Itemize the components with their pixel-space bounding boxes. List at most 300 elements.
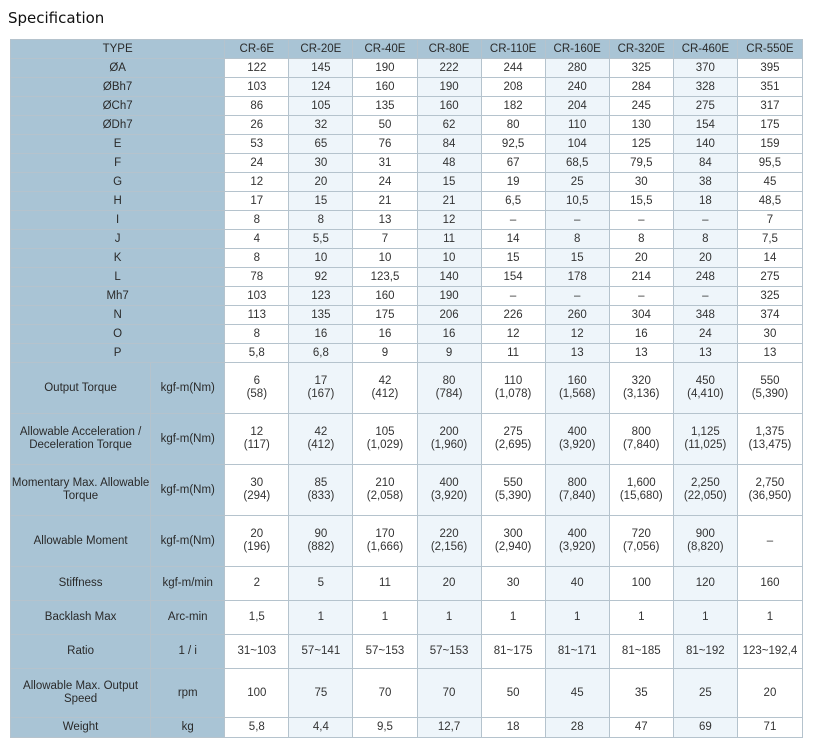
dimension-value: 190 — [353, 59, 417, 78]
value-primary: 400 — [567, 528, 587, 540]
performance-value — [481, 635, 545, 669]
value-primary: 57~141 — [301, 645, 341, 657]
dimension-value: 110 — [545, 116, 609, 135]
model-header: CR-6E — [225, 40, 289, 59]
dimension-value: – — [673, 287, 737, 306]
performance-row — [11, 635, 803, 669]
dimension-value: 13 — [737, 344, 802, 363]
performance-value — [417, 669, 481, 718]
value-primary: 170 — [375, 528, 395, 540]
performance-label: Weight — [11, 718, 151, 738]
performance-row — [11, 465, 803, 516]
dimension-value: 159 — [737, 135, 802, 154]
performance-value — [737, 601, 802, 635]
dimension-value: 19 — [481, 173, 545, 192]
dimension-value: 178 — [545, 268, 609, 287]
value-primary: 5 — [317, 577, 325, 589]
value-primary: 50 — [506, 686, 520, 699]
dimension-value: 160 — [417, 97, 481, 116]
dimension-row — [11, 306, 803, 325]
value-primary: 320 — [631, 375, 651, 387]
value-primary: 81~192 — [686, 645, 725, 657]
value-secondary: (2,058) — [366, 490, 404, 502]
dimension-value: 325 — [737, 287, 802, 306]
dimension-value: 160 — [353, 78, 417, 97]
value-primary: 57~153 — [429, 645, 469, 657]
performance-label: Allowable Max. Output Speed — [11, 669, 151, 718]
value-primary: 57~153 — [365, 645, 405, 657]
dimension-value: 9 — [417, 344, 481, 363]
dimension-value: 325 — [609, 59, 673, 78]
performance-value — [673, 567, 737, 601]
dimension-value: 5,8 — [225, 344, 289, 363]
dimension-value: 76 — [353, 135, 417, 154]
dimension-value: 12 — [481, 325, 545, 344]
performance-value — [609, 516, 673, 567]
performance-unit: kgf-m(Nm) — [151, 516, 225, 567]
performance-value — [609, 363, 673, 414]
dimension-value: 145 — [289, 59, 353, 78]
value-primary: 90 — [314, 528, 328, 540]
value-primary: 1,125 — [690, 426, 720, 438]
value-secondary: (5,390) — [751, 388, 789, 400]
dimension-value: 16 — [609, 325, 673, 344]
value-secondary: (1,078) — [494, 388, 532, 400]
performance-value — [353, 718, 417, 738]
performance-value — [289, 465, 353, 516]
performance-value — [225, 567, 289, 601]
value-primary: 100 — [631, 577, 651, 589]
dimension-value: 104 — [545, 135, 609, 154]
dimension-value: 78 — [225, 268, 289, 287]
performance-value — [289, 718, 353, 738]
dimension-value: 15 — [289, 192, 353, 211]
dimension-label: O — [11, 325, 225, 344]
performance-value — [545, 718, 609, 738]
dimension-label: F — [11, 154, 225, 173]
performance-value — [673, 465, 737, 516]
value-primary: 75 — [314, 686, 328, 699]
value-primary: 6 — [253, 375, 260, 387]
dimension-row — [11, 135, 803, 154]
performance-value — [289, 516, 353, 567]
value-primary: 800 — [567, 477, 587, 489]
dimension-value: 317 — [737, 97, 802, 116]
performance-unit: rpm — [151, 669, 225, 718]
specification-table-body — [11, 40, 803, 738]
value-secondary: (882) — [307, 541, 335, 553]
performance-value — [545, 635, 609, 669]
dimension-value: 10,5 — [545, 192, 609, 211]
performance-value — [225, 414, 289, 465]
performance-unit: kgf-m(Nm) — [151, 414, 225, 465]
value-primary: 275 — [503, 426, 523, 438]
value-primary: 47 — [634, 721, 648, 733]
performance-value — [609, 718, 673, 738]
value-primary: 300 — [503, 528, 523, 540]
dimension-value: 16 — [353, 325, 417, 344]
value-secondary: (2,695) — [494, 439, 532, 451]
value-primary: 4,4 — [312, 721, 329, 733]
value-primary: 81~185 — [621, 645, 661, 657]
performance-value — [481, 601, 545, 635]
performance-unit: Arc-min — [151, 601, 225, 635]
value-primary: 110 — [503, 375, 523, 387]
value-primary: 900 — [695, 528, 715, 540]
dimension-value: 24 — [673, 325, 737, 344]
dimension-value: 25 — [545, 173, 609, 192]
performance-value — [737, 635, 802, 669]
value-primary: 1 — [702, 611, 709, 623]
value-primary: 20 — [763, 686, 777, 699]
performance-row — [11, 718, 803, 738]
dimension-value: 248 — [673, 268, 737, 287]
value-primary: 220 — [439, 528, 459, 540]
value-primary: 1 — [445, 611, 453, 623]
model-header: CR-160E — [545, 40, 609, 59]
performance-label: Momentary Max. Allowable Torque — [11, 465, 151, 516]
dimension-row — [11, 192, 803, 211]
performance-row — [11, 516, 803, 567]
dimension-value: 130 — [609, 116, 673, 135]
performance-value — [417, 567, 481, 601]
performance-value — [353, 516, 417, 567]
dimension-value: – — [609, 287, 673, 306]
dimension-value: 374 — [737, 306, 802, 325]
value-primary: 2,750 — [755, 477, 785, 489]
value-primary: 800 — [631, 426, 651, 438]
value-primary: 71 — [763, 721, 777, 733]
dimension-value: 20 — [609, 249, 673, 268]
performance-unit: 1 / i — [151, 635, 225, 669]
value-secondary: (2,940) — [494, 541, 532, 553]
dimension-value: – — [481, 287, 545, 306]
dimension-value: 48,5 — [737, 192, 802, 211]
dimension-value: 92,5 — [481, 135, 545, 154]
dimension-row — [11, 211, 803, 230]
value-secondary: (13,475) — [748, 439, 792, 451]
value-primary: 1,5 — [248, 611, 265, 623]
performance-value — [225, 516, 289, 567]
dimension-value: 21 — [417, 192, 481, 211]
performance-value — [673, 363, 737, 414]
value-primary: 20 — [250, 528, 264, 540]
dimension-value: 284 — [609, 78, 673, 97]
model-header: CR-320E — [609, 40, 673, 59]
performance-value — [353, 363, 417, 414]
value-secondary: (3,920) — [430, 490, 468, 502]
dimension-value: 175 — [737, 116, 802, 135]
dimension-value: 140 — [673, 135, 737, 154]
value-secondary: (784) — [435, 388, 463, 400]
dimension-row — [11, 116, 803, 135]
value-primary: 1 — [766, 611, 774, 623]
performance-value — [545, 567, 609, 601]
value-primary: 123~192,4 — [742, 645, 798, 657]
dimension-value: 9 — [353, 344, 417, 363]
dimension-value: 15,5 — [609, 192, 673, 211]
dimension-value: 31 — [353, 154, 417, 173]
value-primary: 35 — [634, 686, 648, 699]
header-type-label: TYPE — [11, 40, 225, 59]
dimension-row — [11, 97, 803, 116]
value-secondary: (7,840) — [623, 439, 660, 451]
value-secondary: (196) — [243, 541, 271, 553]
dimension-value: 125 — [609, 135, 673, 154]
value-secondary: (1,960) — [430, 439, 468, 451]
dimension-value: 80 — [481, 116, 545, 135]
dimension-value: 182 — [481, 97, 545, 116]
dimension-value: 8 — [545, 230, 609, 249]
dimension-value: 50 — [353, 116, 417, 135]
performance-value — [737, 363, 802, 414]
value-primary: 550 — [760, 375, 780, 387]
performance-value — [609, 669, 673, 718]
dimension-label: ØA — [11, 59, 225, 78]
dimension-value: 15 — [545, 249, 609, 268]
dimension-value: 38 — [673, 173, 737, 192]
performance-value — [481, 465, 545, 516]
value-primary: 5,8 — [248, 721, 265, 733]
value-secondary: (8,820) — [687, 541, 724, 553]
value-primary: 550 — [503, 477, 523, 489]
value-secondary: (3,920) — [558, 439, 596, 451]
dimension-value: 4 — [225, 230, 289, 249]
performance-value — [481, 718, 545, 738]
performance-row — [11, 414, 803, 465]
dimension-value: 135 — [289, 306, 353, 325]
performance-value — [417, 516, 481, 567]
value-primary: 31~103 — [237, 645, 277, 657]
value-primary: 81~171 — [557, 645, 597, 657]
dimension-value: 84 — [417, 135, 481, 154]
performance-value — [289, 363, 353, 414]
performance-unit: kgf-m(Nm) — [151, 465, 225, 516]
dimension-value: 15 — [417, 173, 481, 192]
value-primary: 160 — [567, 375, 587, 387]
dimension-value: 7 — [737, 211, 802, 230]
value-primary: 1 — [509, 611, 517, 623]
performance-value — [737, 669, 802, 718]
dimension-value: 122 — [225, 59, 289, 78]
model-header: CR-110E — [481, 40, 545, 59]
performance-value — [481, 363, 545, 414]
value-primary: 11 — [378, 577, 391, 589]
performance-value — [737, 718, 802, 738]
page-title: Specification — [8, 9, 105, 27]
specification-table — [10, 39, 803, 738]
dimension-value: – — [481, 211, 545, 230]
value-secondary: (3,920) — [558, 541, 596, 553]
value-primary: 20 — [442, 577, 456, 589]
value-primary: 1 — [638, 611, 645, 623]
performance-label: Allowable Moment — [11, 516, 151, 567]
dimension-value: 8 — [289, 211, 353, 230]
dimension-value: 244 — [481, 59, 545, 78]
dimension-label: J — [11, 230, 225, 249]
performance-row — [11, 363, 803, 414]
dimension-value: 154 — [481, 268, 545, 287]
model-header: CR-80E — [417, 40, 481, 59]
performance-value — [417, 601, 481, 635]
value-primary: 450 — [695, 375, 715, 387]
model-header: CR-460E — [673, 40, 737, 59]
value-secondary: (167) — [307, 388, 335, 400]
dimension-value: 208 — [481, 78, 545, 97]
value-secondary: (7,056) — [623, 541, 660, 553]
dimension-label: ØDh7 — [11, 116, 225, 135]
value-secondary: (412) — [307, 439, 335, 451]
dimension-value: 30 — [289, 154, 353, 173]
dimension-value: 123 — [289, 287, 353, 306]
performance-value — [609, 601, 673, 635]
performance-value — [673, 601, 737, 635]
dimension-value: 8 — [673, 230, 737, 249]
performance-value — [417, 635, 481, 669]
performance-value — [353, 601, 417, 635]
dimension-value: 5,5 — [289, 230, 353, 249]
dimension-value: 21 — [353, 192, 417, 211]
performance-value — [225, 465, 289, 516]
performance-value — [225, 601, 289, 635]
performance-value — [609, 414, 673, 465]
performance-value — [545, 414, 609, 465]
dimension-value: 13 — [609, 344, 673, 363]
performance-value — [289, 567, 353, 601]
dimension-value: 280 — [545, 59, 609, 78]
performance-value — [225, 363, 289, 414]
dimension-label: G — [11, 173, 225, 192]
performance-value — [225, 669, 289, 718]
dimension-value: 160 — [353, 287, 417, 306]
dimension-value: 103 — [225, 287, 289, 306]
value-secondary: (36,950) — [748, 490, 792, 502]
dimension-label: I — [11, 211, 225, 230]
dimension-value: 351 — [737, 78, 802, 97]
value-primary: 100 — [247, 686, 267, 699]
performance-value — [289, 669, 353, 718]
model-header: CR-550E — [737, 40, 802, 59]
performance-row — [11, 567, 803, 601]
value-secondary: (294) — [243, 490, 271, 502]
dimension-value: 304 — [609, 306, 673, 325]
dimension-label: H — [11, 192, 225, 211]
dimension-value: 214 — [609, 268, 673, 287]
dimension-value: 10 — [417, 249, 481, 268]
performance-value — [225, 718, 289, 738]
dimension-row — [11, 173, 803, 192]
value-secondary: (58) — [246, 388, 268, 400]
dimension-value: 105 — [289, 97, 353, 116]
value-primary: 160 — [760, 577, 780, 589]
dimension-value: 24 — [353, 173, 417, 192]
performance-value — [737, 414, 802, 465]
dimension-value: 260 — [545, 306, 609, 325]
performance-value — [225, 635, 289, 669]
value-primary: 70 — [442, 686, 456, 699]
performance-value — [481, 414, 545, 465]
value-secondary: (7,840) — [558, 490, 596, 502]
performance-value — [609, 465, 673, 516]
dimension-value: 348 — [673, 306, 737, 325]
value-primary: 85 — [314, 477, 328, 489]
dimension-value: 370 — [673, 59, 737, 78]
dimension-row — [11, 287, 803, 306]
dimension-label: P — [11, 344, 225, 363]
performance-value — [673, 414, 737, 465]
performance-value — [481, 567, 545, 601]
value-primary: 40 — [570, 577, 584, 589]
value-secondary: (1,568) — [558, 388, 596, 400]
dimension-value: 135 — [353, 97, 417, 116]
value-primary: 12,7 — [437, 721, 461, 733]
performance-value — [481, 516, 545, 567]
value-secondary: (412) — [371, 388, 399, 400]
value-secondary: (5,390) — [494, 490, 532, 502]
performance-value — [737, 465, 802, 516]
dimension-value: 7,5 — [737, 230, 802, 249]
value-secondary: (22,050) — [683, 490, 727, 502]
value-primary: 1 — [317, 611, 325, 623]
dimension-value: 30 — [737, 325, 802, 344]
dimension-row — [11, 249, 803, 268]
dimension-value: 8 — [225, 325, 289, 344]
dimension-value: 275 — [673, 97, 737, 116]
value-secondary: (1,666) — [366, 541, 404, 553]
dimension-value: 7 — [353, 230, 417, 249]
value-primary: 81~175 — [493, 645, 533, 657]
performance-row — [11, 601, 803, 635]
performance-value — [545, 516, 609, 567]
value-primary: – — [766, 534, 774, 547]
value-primary: 30 — [506, 577, 520, 589]
dimension-label: K — [11, 249, 225, 268]
dimension-value: 68,5 — [545, 154, 609, 173]
dimension-value: 11 — [481, 344, 545, 363]
dimension-value: 95,5 — [737, 154, 802, 173]
value-secondary: (4,410) — [687, 388, 724, 400]
dimension-row — [11, 344, 803, 363]
dimension-value: – — [545, 211, 609, 230]
value-primary: 400 — [439, 477, 459, 489]
dimension-value: 53 — [225, 135, 289, 154]
value-primary: 28 — [570, 721, 584, 733]
performance-value — [353, 669, 417, 718]
performance-label: Ratio — [11, 635, 151, 669]
dimension-value: 24 — [225, 154, 289, 173]
performance-value — [545, 669, 609, 718]
dimension-value: 245 — [609, 97, 673, 116]
performance-unit: kgf-m(Nm) — [151, 363, 225, 414]
value-primary: 9,5 — [376, 721, 393, 733]
dimension-value: 30 — [609, 173, 673, 192]
performance-value — [353, 414, 417, 465]
dimension-value: 8 — [225, 211, 289, 230]
value-primary: 30 — [250, 477, 264, 489]
dimension-value: 140 — [417, 268, 481, 287]
performance-value — [609, 567, 673, 601]
dimension-value: 124 — [289, 78, 353, 97]
value-primary: 25 — [698, 686, 712, 699]
value-secondary: (833) — [307, 490, 335, 502]
dimension-label: N — [11, 306, 225, 325]
dimension-value: 226 — [481, 306, 545, 325]
dimension-value: – — [545, 287, 609, 306]
dimension-value: 84 — [673, 154, 737, 173]
value-secondary: (15,680) — [619, 490, 663, 502]
performance-value — [353, 635, 417, 669]
value-primary: 210 — [375, 477, 395, 489]
